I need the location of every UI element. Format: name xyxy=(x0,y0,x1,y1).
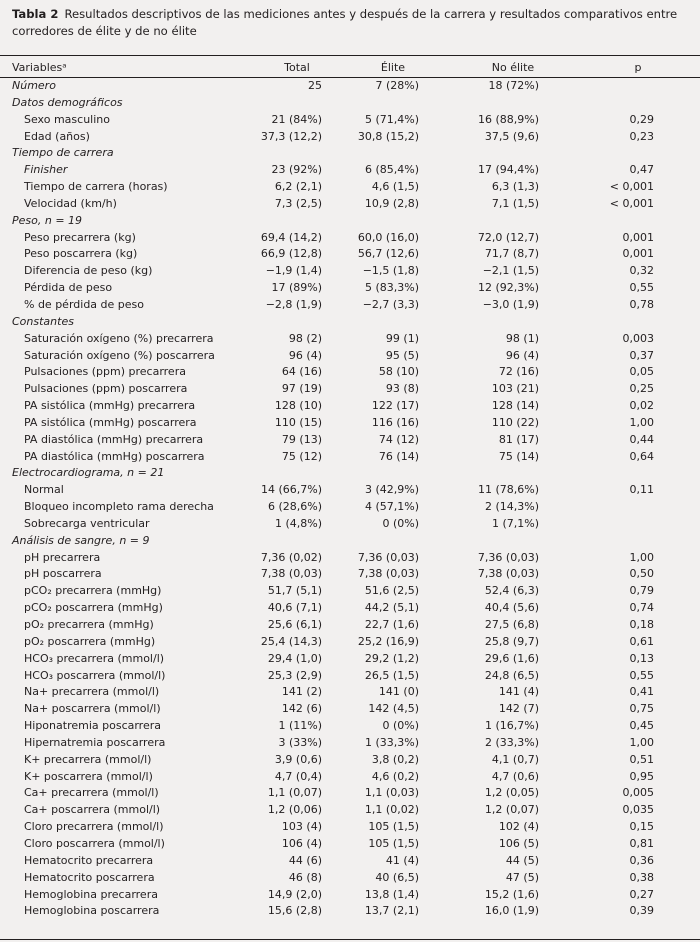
total-value: 23 (92%) xyxy=(271,163,322,177)
table-row xyxy=(0,802,700,819)
variable-label: Diferencia de peso (kg) xyxy=(24,264,153,278)
no-elite-value: 7,36 (0,03) xyxy=(477,550,539,564)
total-value: 29,4 (1,0) xyxy=(267,651,322,665)
no-elite-value: 75 (14) xyxy=(498,449,539,463)
total-value: 75 (12) xyxy=(281,449,322,463)
p-value: 0,05 xyxy=(629,365,654,379)
elite-value: 5 (71,4%) xyxy=(364,112,419,126)
no-elite-value: 102 (4) xyxy=(498,820,539,834)
elite-value: 44,2 (5,1) xyxy=(364,601,419,615)
table-row xyxy=(0,870,700,887)
variable-label: Hiponatremia poscarrera xyxy=(24,719,161,733)
total-value: 79 (13) xyxy=(281,432,322,446)
elite-value: 76 (14) xyxy=(378,449,419,463)
no-elite-value: 141 (4) xyxy=(498,685,539,699)
elite-value: 3 (42,9%) xyxy=(364,483,419,497)
table-row xyxy=(0,162,700,179)
no-elite-value: 1 (16,7%) xyxy=(484,719,539,733)
table-row xyxy=(0,112,700,129)
p-value: 1,00 xyxy=(629,550,654,564)
variable-label: % de pérdida de peso xyxy=(24,297,144,311)
elite-value: 7,36 (0,03) xyxy=(357,550,419,564)
elite-value: 6 (85,4%) xyxy=(364,163,419,177)
variable-label: Velocidad (km/h) xyxy=(24,196,117,210)
p-value: 0,74 xyxy=(629,601,654,615)
total-value: 17 (89%) xyxy=(271,281,322,295)
table-caption xyxy=(0,0,700,44)
total-value: 7,36 (0,02) xyxy=(260,550,322,564)
top-rule xyxy=(0,55,700,56)
p-value: 0,55 xyxy=(629,668,654,682)
col-header-total: Total xyxy=(284,61,310,74)
no-elite-value: 4,1 (0,7) xyxy=(491,752,539,766)
total-value: 15,6 (2,8) xyxy=(267,904,322,918)
table-row xyxy=(0,78,700,95)
no-elite-value: −3,0 (1,9) xyxy=(482,297,539,311)
p-value: 0,23 xyxy=(629,129,654,143)
section-row xyxy=(0,145,700,162)
variable-label: pH poscarrera xyxy=(24,567,102,581)
no-elite-value: 72,0 (12,7) xyxy=(477,230,539,244)
elite-value: 122 (17) xyxy=(371,399,419,413)
table-row xyxy=(0,348,700,365)
p-value: 0,61 xyxy=(629,634,654,648)
p-value: 0,45 xyxy=(629,719,654,733)
total-value: 40,6 (7,1) xyxy=(267,601,322,615)
no-elite-value: 24,8 (6,5) xyxy=(484,668,539,682)
no-elite-value: 96 (4) xyxy=(505,348,539,362)
variable-label: Hematocrito precarrera xyxy=(24,853,154,867)
table-row xyxy=(0,600,700,617)
table-row xyxy=(0,550,700,567)
no-elite-value: 2 (33,3%) xyxy=(484,735,539,749)
variable-label: Cloro precarrera (mmol/l) xyxy=(24,820,164,834)
elite-value: 7 (28%) xyxy=(375,79,419,92)
table-row xyxy=(0,432,700,449)
p-value: 0,47 xyxy=(629,163,654,177)
p-value: 0,32 xyxy=(629,264,654,278)
table-row xyxy=(0,263,700,280)
elite-value: 105 (1,5) xyxy=(368,836,419,850)
variable-label: Ca+ poscarrera (mmol/l) xyxy=(24,803,161,817)
no-elite-value: 37,5 (9,6) xyxy=(484,129,539,143)
total-value: 25,4 (14,3) xyxy=(260,634,322,648)
section-title: Peso, n = 19 xyxy=(12,213,83,227)
p-value: 0,38 xyxy=(629,870,654,884)
elite-value: 41 (4) xyxy=(385,853,419,867)
table-label: Tabla 2 xyxy=(12,7,59,21)
no-elite-value: −2,1 (1,5) xyxy=(482,264,539,278)
p-value: 0,25 xyxy=(629,382,654,396)
variable-label: Número xyxy=(12,79,56,92)
section-title: Electrocardiograma, n = 21 xyxy=(12,466,165,480)
table-row xyxy=(0,785,700,802)
p-value xyxy=(576,516,700,533)
total-value: 37,3 (12,2) xyxy=(260,129,322,143)
elite-value: 116 (16) xyxy=(371,415,419,429)
p-value: 0,001 xyxy=(622,247,654,261)
table-row xyxy=(0,297,700,314)
total-value: 51,7 (5,1) xyxy=(267,584,322,598)
elite-value: 13,8 (1,4) xyxy=(364,887,419,901)
variable-label: PA sistólica (mmHg) poscarrera xyxy=(24,415,197,429)
variable-label: Peso poscarrera (kg) xyxy=(24,247,138,261)
elite-value: −1,5 (1,8) xyxy=(362,264,419,278)
table-row xyxy=(0,583,700,600)
elite-value: 0 (0%) xyxy=(382,516,419,530)
no-elite-value: 16 (88,9%) xyxy=(477,112,539,126)
total-value: 66,9 (12,8) xyxy=(260,247,322,261)
table-row xyxy=(0,516,700,533)
total-value: 25 xyxy=(308,79,322,92)
p-value xyxy=(576,499,700,516)
table-row xyxy=(0,769,700,786)
total-value: 97 (19) xyxy=(281,382,322,396)
variable-label: Ca+ precarrera (mmol/l) xyxy=(24,786,159,800)
table-row xyxy=(0,617,700,634)
elite-value: 4,6 (1,5) xyxy=(371,180,419,194)
no-elite-value: 7,1 (1,5) xyxy=(491,196,539,210)
variable-label: Hemoglobina poscarrera xyxy=(24,904,160,918)
no-elite-value: 16,0 (1,9) xyxy=(484,904,539,918)
p-value: 0,18 xyxy=(629,618,654,631)
table-row xyxy=(0,634,700,651)
table-row xyxy=(0,819,700,836)
no-elite-value: 25,8 (9,7) xyxy=(484,634,539,648)
table-row xyxy=(0,701,700,718)
variable-label: Hemoglobina precarrera xyxy=(24,887,158,901)
variable-label: Hipernatremia poscarrera xyxy=(24,735,166,749)
table-row xyxy=(0,449,700,466)
total-value: 69,4 (14,2) xyxy=(260,230,322,244)
variable-label: Hematocrito poscarrera xyxy=(24,870,155,884)
total-value: 6,2 (2,1) xyxy=(274,180,322,194)
col-header-variables: Variablesᵃ xyxy=(12,61,67,74)
section-title: Análisis de sangre, n = 9 xyxy=(12,533,150,547)
table-body xyxy=(0,78,700,920)
total-value: 3 (33%) xyxy=(278,735,322,749)
variable-label: PA diastólica (mmHg) precarrera xyxy=(24,432,204,446)
elite-value: 25,2 (16,9) xyxy=(357,634,419,648)
variable-label: Pulsaciones (ppm) precarrera xyxy=(24,365,186,379)
elite-value: 7,38 (0,03) xyxy=(357,567,419,581)
p-value: 0,001 xyxy=(622,230,654,244)
col-header-p: p xyxy=(634,61,642,74)
variable-label: PA diastólica (mmHg) poscarrera xyxy=(24,449,205,463)
table-row xyxy=(0,836,700,853)
elite-value: 3,8 (0,2) xyxy=(371,752,419,766)
p-value: 0,75 xyxy=(629,702,654,716)
results-table xyxy=(0,58,700,920)
table-row xyxy=(0,246,700,263)
p-value: 0,81 xyxy=(629,836,654,850)
section-row xyxy=(0,314,700,331)
variable-label: pCO₂ poscarrera (mmHg) xyxy=(24,601,163,615)
no-elite-value: 15,2 (1,6) xyxy=(484,887,539,901)
variable-label: HCO₃ poscarrera (mmol/l) xyxy=(24,668,166,682)
p-value: 0,035 xyxy=(622,803,654,817)
table-row xyxy=(0,718,700,735)
elite-value: 26,5 (1,5) xyxy=(364,668,419,682)
section-title: Tiempo de carrera xyxy=(12,146,114,160)
no-elite-value: 11 (78,6%) xyxy=(477,483,539,497)
elite-value: 56,7 (12,6) xyxy=(357,247,419,261)
p-value: 0,78 xyxy=(629,297,654,311)
elite-value: 60,0 (16,0) xyxy=(357,230,419,244)
elite-value: 93 (8) xyxy=(385,382,419,396)
total-value: 98 (2) xyxy=(288,331,322,345)
table-row xyxy=(0,179,700,196)
p-value: 0,36 xyxy=(629,853,654,867)
total-value: 7,38 (0,03) xyxy=(260,567,322,581)
p-value: 0,39 xyxy=(629,904,654,918)
variable-label: pH precarrera xyxy=(24,550,101,564)
table-row xyxy=(0,364,700,381)
p-value: 1,00 xyxy=(629,735,654,749)
total-value: 46 (8) xyxy=(288,870,322,884)
elite-value: 13,7 (2,1) xyxy=(364,904,419,918)
caption-text: Resultados descriptivos de las mediciones antes y después de la carrera y resultados comparativos entre corredores de élite y de no élite xyxy=(12,7,678,38)
table-row xyxy=(0,566,700,583)
variable-label: PA sistólica (mmHg) precarrera xyxy=(24,399,196,413)
section-row xyxy=(0,95,700,112)
section-row xyxy=(0,465,700,482)
total-value: 4,7 (0,4) xyxy=(274,769,322,783)
variable-label: K+ poscarrera (mmol/l) xyxy=(24,769,153,783)
table-row xyxy=(0,752,700,769)
p-value: 0,29 xyxy=(629,112,654,126)
p-value: 0,64 xyxy=(629,449,654,463)
p-value: 0,79 xyxy=(629,584,654,598)
p-value: 0,37 xyxy=(629,348,654,362)
elite-value: 0 (0%) xyxy=(382,719,419,733)
table-row xyxy=(0,651,700,668)
section-row xyxy=(0,213,700,230)
no-elite-value: 52,4 (6,3) xyxy=(484,584,539,598)
elite-value: 95 (5) xyxy=(385,348,419,362)
table-row xyxy=(0,280,700,297)
p-value: 0,51 xyxy=(629,752,654,766)
elite-value: 51,6 (2,5) xyxy=(364,584,419,598)
p-value xyxy=(576,78,700,95)
table-row xyxy=(0,196,700,213)
no-elite-value: 1 (7,1%) xyxy=(491,516,539,530)
no-elite-value: 6,3 (1,3) xyxy=(491,180,539,194)
bottom-rule xyxy=(0,939,700,940)
table-row xyxy=(0,903,700,920)
p-value: 0,55 xyxy=(629,281,654,295)
table-row xyxy=(0,735,700,752)
elite-value: 1,1 (0,02) xyxy=(364,803,419,817)
variable-label: Na+ poscarrera (mmol/l) xyxy=(24,702,161,716)
no-elite-value: 106 (5) xyxy=(498,836,539,850)
elite-value: 4,6 (0,2) xyxy=(371,769,419,783)
variable-label: Normal xyxy=(24,483,64,497)
variable-label: pCO₂ precarrera (mmHg) xyxy=(24,584,162,598)
elite-value: 22,7 (1,6) xyxy=(364,618,419,631)
no-elite-value: 44 (5) xyxy=(505,853,539,867)
total-value: 14,9 (2,0) xyxy=(267,887,322,901)
table-row xyxy=(0,381,700,398)
no-elite-value: 72 (16) xyxy=(498,365,539,379)
variable-label: pO₂ poscarrera (mmHg) xyxy=(24,634,156,648)
table-row xyxy=(0,415,700,432)
no-elite-value: 128 (14) xyxy=(491,399,539,413)
elite-value: 141 (0) xyxy=(378,685,419,699)
table-row xyxy=(0,331,700,348)
table-row xyxy=(0,230,700,247)
total-value: 25,3 (2,9) xyxy=(267,668,322,682)
no-elite-value: 7,38 (0,03) xyxy=(477,567,539,581)
variable-label: Peso precarrera (kg) xyxy=(24,230,136,244)
elite-value: 10,9 (2,8) xyxy=(364,196,419,210)
p-value: 0,02 xyxy=(629,399,654,413)
variable-label: Cloro poscarrera (mmol/l) xyxy=(24,836,165,850)
no-elite-value: 71,7 (8,7) xyxy=(484,247,539,261)
p-value: 0,27 xyxy=(629,887,654,901)
table-row xyxy=(0,482,700,499)
p-value: < 0,001 xyxy=(609,196,654,210)
section-row xyxy=(0,533,700,550)
col-header-elite: Élite xyxy=(380,61,406,74)
p-value: 0,15 xyxy=(629,820,654,834)
total-value: 96 (4) xyxy=(288,348,322,362)
table-row xyxy=(0,684,700,701)
variable-label: Edad (años) xyxy=(24,129,90,143)
variable-label: Sobrecarga ventricular xyxy=(24,516,150,530)
p-value: 0,44 xyxy=(629,432,654,446)
total-value: 7,3 (2,5) xyxy=(274,196,322,210)
no-elite-value: 103 (21) xyxy=(491,382,539,396)
no-elite-value: 2 (14,3%) xyxy=(484,500,539,514)
total-value: 44 (6) xyxy=(288,853,322,867)
no-elite-value: 40,4 (5,6) xyxy=(484,601,539,615)
no-elite-value: 1,2 (0,07) xyxy=(484,803,539,817)
total-value: −1,9 (1,4) xyxy=(265,264,322,278)
no-elite-value: 142 (7) xyxy=(498,702,539,716)
variable-label: Finisher xyxy=(24,163,68,177)
total-value: 14 (66,7%) xyxy=(260,483,322,497)
variable-label: Pérdida de peso xyxy=(24,281,113,295)
elite-value: 1,1 (0,03) xyxy=(364,786,419,800)
table-row xyxy=(0,853,700,870)
total-value: 141 (2) xyxy=(281,685,322,699)
no-elite-value: 27,5 (6,8) xyxy=(484,618,539,631)
section-title: Datos demográficos xyxy=(12,95,123,109)
table-row xyxy=(0,398,700,415)
table-row xyxy=(0,129,700,146)
variable-label: Bloqueo incompleto rama derecha xyxy=(24,500,214,514)
p-value: 0,41 xyxy=(629,685,654,699)
total-value: 21 (84%) xyxy=(271,112,322,126)
elite-value: 105 (1,5) xyxy=(368,820,419,834)
total-value: 103 (4) xyxy=(281,820,322,834)
p-value: 0,50 xyxy=(629,567,654,581)
no-elite-value: 18 (72%) xyxy=(488,79,539,92)
total-value: 1 (11%) xyxy=(278,719,322,733)
no-elite-value: 110 (22) xyxy=(491,415,539,429)
variable-label: Saturación oxígeno (%) poscarrera xyxy=(24,348,215,362)
variable-label: Pulsaciones (ppm) poscarrera xyxy=(24,382,188,396)
total-value: 25,6 (6,1) xyxy=(267,618,322,631)
variable-label: K+ precarrera (mmol/l) xyxy=(24,752,152,766)
no-elite-value: 98 (1) xyxy=(505,331,539,345)
elite-value: 30,8 (15,2) xyxy=(357,129,419,143)
elite-value: 99 (1) xyxy=(385,331,419,345)
variable-label: Na+ precarrera (mmol/l) xyxy=(24,685,160,699)
elite-value: 40 (6,5) xyxy=(375,870,419,884)
elite-value: 4 (57,1%) xyxy=(364,500,419,514)
elite-value: 5 (83,3%) xyxy=(364,281,419,295)
elite-value: 1 (33,3%) xyxy=(364,735,419,749)
total-value: 64 (16) xyxy=(281,365,322,379)
elite-value: −2,7 (3,3) xyxy=(362,297,419,311)
no-elite-value: 47 (5) xyxy=(505,870,539,884)
variable-label: HCO₃ precarrera (mmol/l) xyxy=(24,651,165,665)
p-value: 0,11 xyxy=(629,483,654,497)
table-row xyxy=(0,668,700,685)
section-title: Constantes xyxy=(12,314,74,328)
p-value: 0,003 xyxy=(622,331,654,345)
elite-value: 74 (12) xyxy=(378,432,419,446)
no-elite-value: 81 (17) xyxy=(498,432,539,446)
total-value: 1,1 (0,07) xyxy=(267,786,322,800)
no-elite-value: 29,6 (1,6) xyxy=(484,651,539,665)
total-value: 142 (6) xyxy=(281,702,322,716)
no-elite-value: 17 (94,4%) xyxy=(477,163,539,177)
p-value: 0,95 xyxy=(629,769,654,783)
p-value: 1,00 xyxy=(629,415,654,429)
elite-value: 142 (4,5) xyxy=(368,702,419,716)
no-elite-value: 4,7 (0,6) xyxy=(491,769,539,783)
no-elite-value: 1,2 (0,05) xyxy=(484,786,539,800)
elite-value: 29,2 (1,2) xyxy=(364,651,419,665)
total-value: 128 (10) xyxy=(274,399,322,413)
header-row xyxy=(0,58,700,78)
p-value: 0,005 xyxy=(622,786,654,800)
total-value: 106 (4) xyxy=(281,836,322,850)
p-value: < 0,001 xyxy=(609,180,654,194)
variable-label: pO₂ precarrera (mmHg) xyxy=(24,618,154,631)
variable-label: Saturación oxígeno (%) precarrera xyxy=(24,331,214,345)
p-value: 0,13 xyxy=(629,651,654,665)
elite-value: 58 (10) xyxy=(378,365,419,379)
col-header-no-elite: No élite xyxy=(491,61,535,74)
total-value: −2,8 (1,9) xyxy=(265,297,322,311)
total-value: 1 (4,8%) xyxy=(274,516,322,530)
table-row xyxy=(0,887,700,904)
variable-label: Sexo masculino xyxy=(24,112,110,126)
total-value: 110 (15) xyxy=(274,415,322,429)
variable-label: Tiempo de carrera (horas) xyxy=(24,180,168,194)
table-row xyxy=(0,499,700,516)
total-value: 3,9 (0,6) xyxy=(274,752,322,766)
total-value: 1,2 (0,06) xyxy=(267,803,322,817)
no-elite-value: 12 (92,3%) xyxy=(477,281,539,295)
total-value: 6 (28,6%) xyxy=(267,500,322,514)
